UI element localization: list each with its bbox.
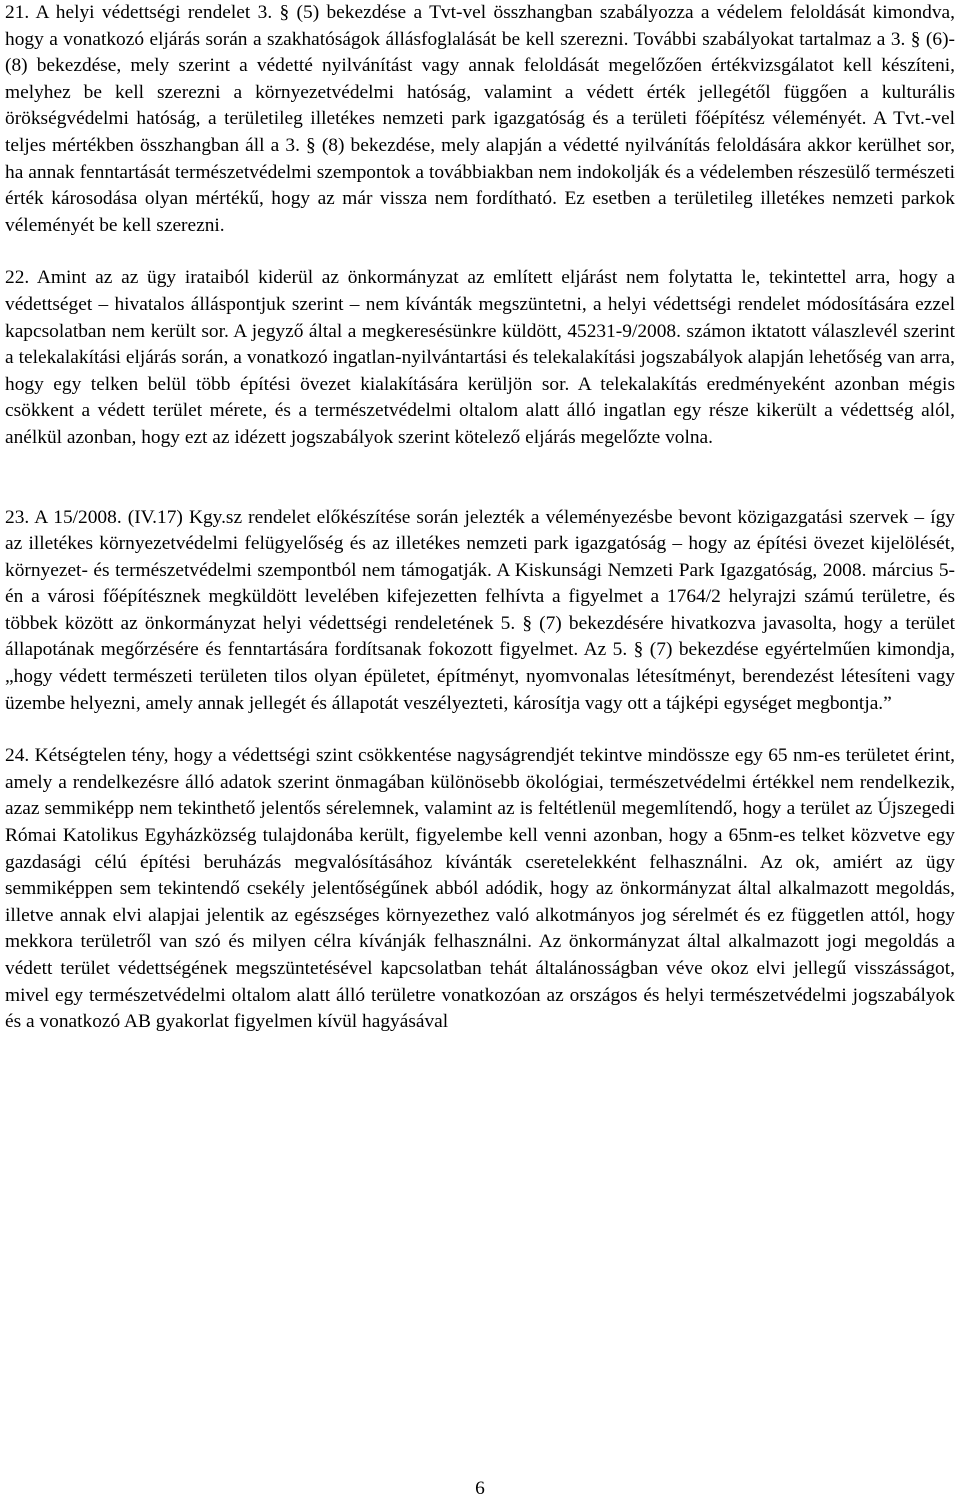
paragraph-spacer [5,717,955,743]
paragraph-spacer [5,239,955,265]
paragraph-21: 21. A helyi védettségi rendelet 3. § (5) bekezdése a Tvt-vel összhangban szabályozza a védelem feloldását kimondva, hogy a vonatkozó eljárás során a szakhatóságok állásfoglalását be kell szerezni. További szabályokat tartalmaz a 3. § (6)-(8) bekezdése, mely szerint a védetté nyilvánítást vagy annak feloldását megelőzően értékvizsgálatot kell készíteni, melyhez be kell szerezni a környezetvédelmi hatóság, valamint a védett érték jellegétől függően a kulturális örökségvédelmi hatóság, a területileg illetékes nemzeti park igazgatóság és a területi főépítész véleményét. A Tvt.-vel teljes mértékben összhangban áll a 3. § (8) bekezdése, mely alapján a védetté nyilvánítás feloldására akkor kerülhet sor, ha annak fenntartását természetvédelmi szempontok a továbbiakban nem indokolják és a védelemben részesülő természeti érték károsodása olyan mértékű, hogy az már vissza nem fordítható. Ez esetben a területileg illetékes nemzeti parkok véleményét be kell szerezni. [5,2,955,236]
paragraph-spacer [5,452,955,505]
paragraph-22: 22. Amint az az ügy irataiból kiderül az önkormányzat az említett eljárást nem folytatta le, tekintettel arra, hogy a védettséget – hivatalos álláspontjuk szerint – nem kívánták megszüntetni, a helyi védettségi rendelet módosítására ezzel kapcsolatban nem került sor. A jegyző által a megkeresésünkre küldött, 45231-9/2008. számon iktatott válaszlevél szerint a telekalakítási eljárás során, a vonatkozó ingatlan-nyilvántartási és telekalakítási jogszabályok alapján lehetőség van arra, hogy egy telken belül több építési övezet kialakítására kerüljön sor. A telekalakítás eredményeként azonban mégis csökkent a védett terület mérete, és a természetvédelmi oltalom alatt álló ingatlan egy része kikerült a védettség alól, anélkül azonban, hogy ezt az idézett jogszabályok szerint kötelező eljárás megelőzte volna. [5,267,955,448]
paragraph-23: 23. A 15/2008. (IV.17) Kgy.sz rendelet előkészítése során jelezték a véleményezésbe bevont közigazgatási szervek – így az illetékes környezetvédelmi felügyelőség és az illetékes nemzeti park igazgatóság – hogy az építési övezet kijelölését, környezet- és természetvédelmi szempontból nem támogatják. A Kiskunsági Nemzeti Park Igazgatóság, 2008. március 5-én a városi főépítésznek megküldött levelében kifejezetten felhívta a figyelmet a 1764/2 helyrajzi számú területre, és többek között az önkormányzat helyi védettségi rendeletének 5. § (7) bekezdésére hivatkozva javasolta, hogy a terület állapotának megőrzésére és fenntartására fordítsanak fokozott figyelmet. Az 5. § (7) bekezdése egyértelműen kimondja, „hogy védett természeti területen tilos olyan épületet, építményt, nyomvonalas létesítményt, berendezést létesíteni vagy üzembe helyezni, amely annak jellegét és állapotát veszélyezteti, károsítja vagy ott a tájképi egységet megbontja.” [5,506,955,714]
paragraph-24: 24. Kétségtelen tény, hogy a védettségi szint csökkentése nagyságrendjét tekintve mindössze egy 65 nm-es területet érint, amely a rendelkezésre álló adatok szerint önmagában különösebb ökológiai, természetvédelmi értékkel nem rendelkezik, azaz semmiképp nem tekinthető jelentős sérelemnek, valamint az is feltétlenül megemlítendő, hogy a terület az Újszegedi Római Katolikus Egyházközség tulajdonába került, figyelembe kell venni azonban, hogy a 65nm-es telket közvetve egy gazdasági célú építési beruházás megvalósításához kívánták cseretelekként felhasználni. Az ok, amiért az ügy semmiképpen sem tekintendő csekély jelentőségűnek abból adódik, hogy az önkormányzat által alkalmazott megoldás, illetve annak elvi alapjai jelentik az egészséges környezethez való alkotmányos jog sérelmét és ez független attól, hogy mekkora területről van szó és milyen célra kívánják felhasználni. Az önkormányzat által alkalmazott jogi megoldás a védett terület védettségének megszüntetésével kapcsolatban tehát általánosságban véve okoz elvi jellegű visszásságot, mivel egy természetvédelmi oltalom alatt álló területre vonatkozóan az országos és helyi természetvédelmi jogszabályok és a vonatkozó AB gyakorlat figyelmen kívül hagyásával [5,745,955,1033]
document-body [5,0,955,1036]
page-number: 6 [475,1478,485,1499]
